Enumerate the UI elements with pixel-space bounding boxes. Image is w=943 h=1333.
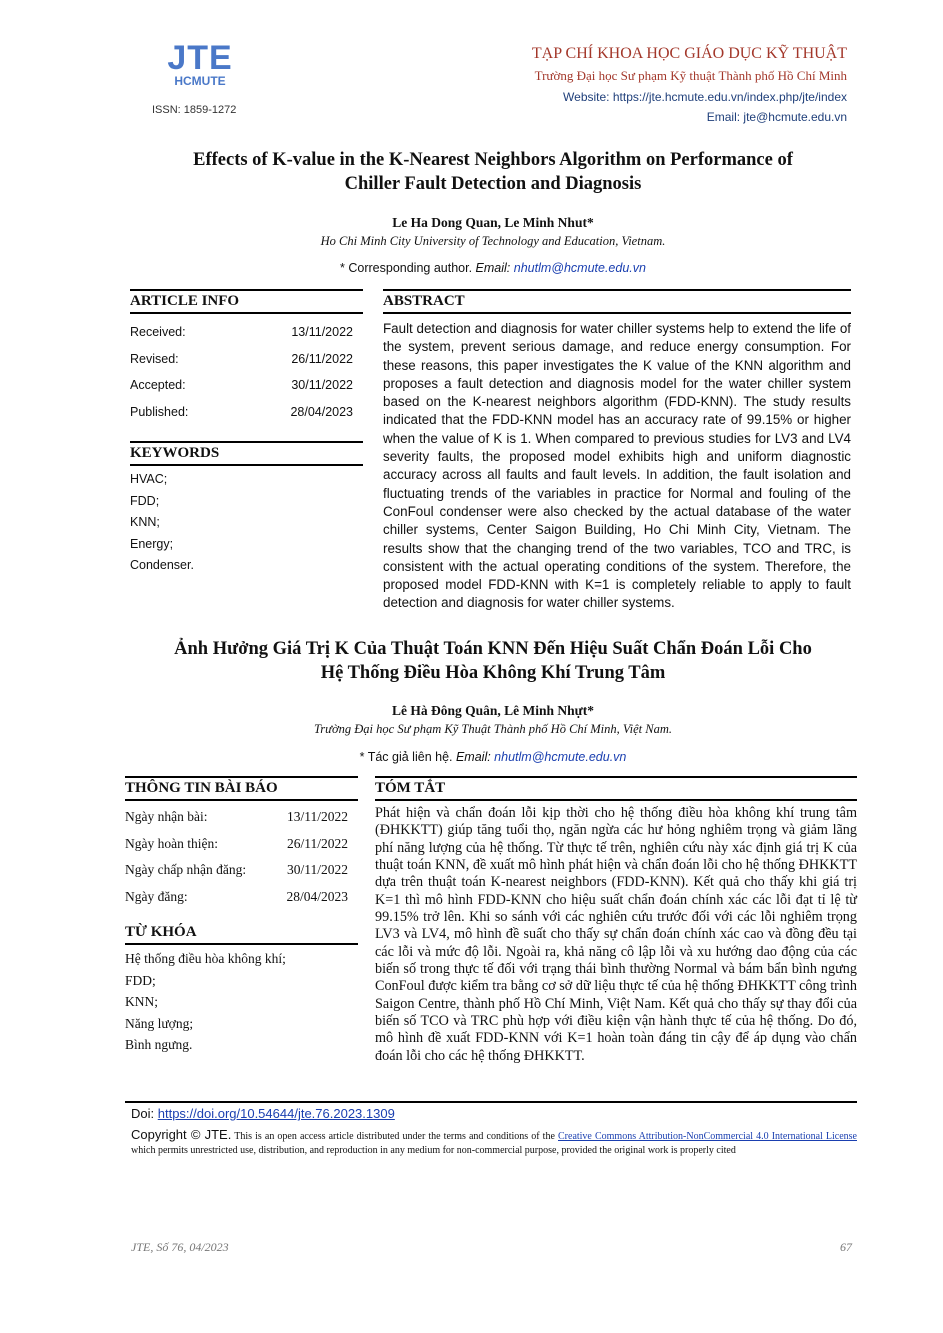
abstract-text: Phát hiện và chẩn đoán lỗi kịp thời cho hệ thống điều hòa không khí trung tâm (ĐHKKTT) giúp tăng tuổi thọ, ngăn ngừa các hư hỏng nghiêm trọng và giảm lãng phí năng lượng của hệ thống. Từ thực tế trên, nghiên cứu này xác định giá trị K của thuật toán KNN, đề xuất mô hình phát hiện và chẩn đoán lỗi cho hệ thống ĐHKKTT dựa trên thuật toán K-nearest neighbors (FDD-KNN). Kết quả cho thấy khi giá trị K=1 thì mô hình FDD-KNN cho hiệu suất chẩn đoán chính xác các lỗi đạt tỉ lệ từ 99.15% trở lên. Khi so sánh với các nghiên cứu trước đối với các lỗi nghiêm trọng LV3 và LV4, mô hình đề suất cho thấy sự chẩn đoán chính xác cao và đồng đều tại các lỗi và mức độ lỗi. Ngoài ra, khả năng cô lập lỗi và xu hướng dao động của các biến số trong thực tế đối với trạng thái bình thường Normal và bám bẩn bình ngưng ConFoul được kiểm tra bằng cơ sở dữ liệu thực tế của hệ thống ĐHKKTT công trình Saigon Centre, thành phố Hồ Chí Minh, Việt Nam. Kết quả cho thấy sự thay đổi của biến số TCO và TRC phù hợp với điều kiện vận hành thực tế của hệ thống. Do đó, mô hình đề xuất FDD-KNN với K=1 hoàn toàn đáng tin cậy để áp dụng vào chẩn đoán lỗi cho các hệ thống ĐHKKTT. <box>375 805 857 1064</box>
date-row <box>125 804 358 831</box>
keyword: Bình ngưng. <box>125 1037 193 1052</box>
abstract-header: ABSTRACT <box>383 289 851 314</box>
abstract-vi <box>375 776 857 1065</box>
title-vi <box>120 637 866 685</box>
date-label: Ngày đăng: <box>125 888 188 904</box>
article-info-header: ARTICLE INFO <box>130 289 363 314</box>
keywords-header: KEYWORDS <box>130 441 363 466</box>
title-en <box>120 148 866 196</box>
date-row <box>125 831 358 858</box>
affiliation-en: Ho Chi Minh City University of Technology and Education, Vietnam. <box>320 234 666 248</box>
date-row <box>125 884 358 911</box>
title-line: Hệ Thống Điều Hòa Không Khí Trung Tâm <box>320 663 666 683</box>
title-line: Ảnh Hưởng Giá Trị K Của Thuật Toán KNN Đến Hiệu Suất Chẩn Đoán Lỗi Cho <box>174 639 812 659</box>
date-value: 28/04/2023 <box>286 888 348 904</box>
copyright-notice <box>131 1128 857 1158</box>
date-value: 28/04/2023 <box>290 404 353 419</box>
keyword: FDD; <box>125 972 156 988</box>
keyword: Energy; <box>130 536 174 551</box>
journal-university: Trường Đại học Sư phạm Kỹ thuật Thành phố Hồ Chí Minh <box>534 68 847 83</box>
email-label: Email: <box>455 750 495 764</box>
doi-link[interactable]: https://doi.org/10.54644/jte.76.2023.1309 <box>157 1106 395 1121</box>
logo-subtext: HCMUTE <box>174 74 226 88</box>
date-row <box>130 346 363 373</box>
copyright-text: This is an open access article distributed under the terms and conditions of the <box>231 1131 558 1142</box>
title-line: Effects of K-value in the K-Nearest Neighbors Algorithm on Performance of <box>193 150 793 170</box>
keywords-header: TỪ KHÓA <box>125 922 358 945</box>
date-row <box>130 399 363 426</box>
date-value: 13/11/2022 <box>286 809 348 824</box>
journal-email[interactable]: Email: jte@hcmute.edu.vn <box>706 110 847 124</box>
date-label: Ngày nhận bài: <box>125 809 208 824</box>
article-info-vi <box>125 776 358 1056</box>
date-value: 26/11/2022 <box>291 351 353 366</box>
date-label: Accepted: <box>130 378 186 392</box>
journal-website[interactable]: Website: https://jte.hcmute.edu.vn/index.php/jte/index <box>563 90 847 104</box>
abstract-header: TÓM TẮT <box>375 776 857 801</box>
doi-label: Doi: <box>131 1106 158 1121</box>
copyright-text: which permits unrestricted use, distribution, and reproduction in any medium for non-commercial purpose, provided the original work is properly cited <box>131 1145 736 1156</box>
keyword: FDD; <box>130 493 160 508</box>
authors-vi: Lê Hà Đông Quân, Lê Minh Nhựt* <box>391 703 594 718</box>
keyword: HVAC; <box>130 472 168 486</box>
date-label: Revised: <box>130 351 179 366</box>
date-value: 26/11/2022 <box>286 835 348 851</box>
corr-label: * Corresponding author. <box>340 261 476 275</box>
title-line: Chiller Fault Detection and Diagnosis <box>344 174 642 194</box>
article-info-header: THÔNG TIN BÀI BÁO <box>125 776 358 801</box>
corr-label: * Tác giả liên hệ. <box>359 750 456 764</box>
issn: ISSN: 1859-1272 <box>152 104 237 116</box>
journal-name: TẠP CHÍ KHOA HỌC GIÁO DỤC KỸ THUẬT <box>531 45 847 62</box>
page-number: 67 <box>840 1240 852 1254</box>
date-row <box>125 857 358 884</box>
keyword: Condenser. <box>130 558 194 572</box>
corresponding-vi <box>120 750 866 764</box>
authors-en: Le Ha Dong Quan, Le Minh Nhut* <box>392 215 594 230</box>
email-label: Email: <box>475 261 514 275</box>
doi <box>131 1106 395 1121</box>
issue-info: JTE, Số 76, 04/2023 <box>131 1240 229 1254</box>
abstract-en <box>383 289 851 613</box>
date-label: Ngày hoàn thiện: <box>125 835 218 851</box>
date-row <box>130 372 363 399</box>
corresponding-en <box>120 261 866 275</box>
date-label: Ngày chấp nhận đăng: <box>125 862 247 877</box>
date-value: 13/11/2022 <box>291 325 353 339</box>
article-info-en <box>130 289 363 577</box>
copyright-label: Copyright © JTE. <box>131 1127 232 1142</box>
date-value: 30/11/2022 <box>286 862 348 877</box>
date-row <box>130 319 363 346</box>
date-label: Published: <box>130 404 189 419</box>
date-value: 30/11/2022 <box>291 378 353 392</box>
date-label: Received: <box>130 325 186 339</box>
keyword: KNN; <box>125 994 158 1009</box>
license-link[interactable]: Creative Commons Attribution-NonCommercial 4.0 International License <box>558 1131 857 1142</box>
journal-logo <box>150 39 250 88</box>
keyword: Hệ thống điều hòa không khí; <box>125 951 286 966</box>
logo-text: JTE <box>167 39 233 77</box>
email-link[interactable]: nhutlm@hcmute.edu.vn <box>513 261 646 275</box>
email-link[interactable]: nhutlm@hcmute.edu.vn <box>494 750 627 764</box>
keyword: KNN; <box>130 515 160 529</box>
affiliation-vi: Trường Đại học Sư phạm Kỹ Thuật Thành phố Hồ Chí Minh, Việt Nam. <box>314 722 672 736</box>
abstract-text: Fault detection and diagnosis for water chiller systems help to extend the life of the system, prevent serious damage, and reduce energy consumption. For these reasons, this paper investigates the K value of the KNN algorithm and proposes a fault detection and diagnosis model for the water chiller system based on the K-nearest neighbors algorithm (FDD-KNN). The study results indicated that the FDD-KNN model has an accuracy rate of 99.15% or higher when the value of K is 1. When compared to previous studies for LV3 and LV4 severity faults, the proposed model exhibits high and uniform diagnostic accuracy across all faults and fault levels. In addition, the fault isolation and fluctuating trends of the variables in practice for Normal and fouling of the ConFoul condenser were also checked by the actual database of the water chiller systems, Center Saigon Building, Ho Chi Minh City, Vietnam. The results show that the changing trend of the two variables, TCO and TRC, is consistent with the actual operating conditions of the system. Therefore, the proposed model FDD-KNN with K=1 is completely reliable to apply to fault detection and diagnosis for water chiller systems. <box>383 321 851 611</box>
keyword: Năng lượng; <box>125 1015 194 1031</box>
